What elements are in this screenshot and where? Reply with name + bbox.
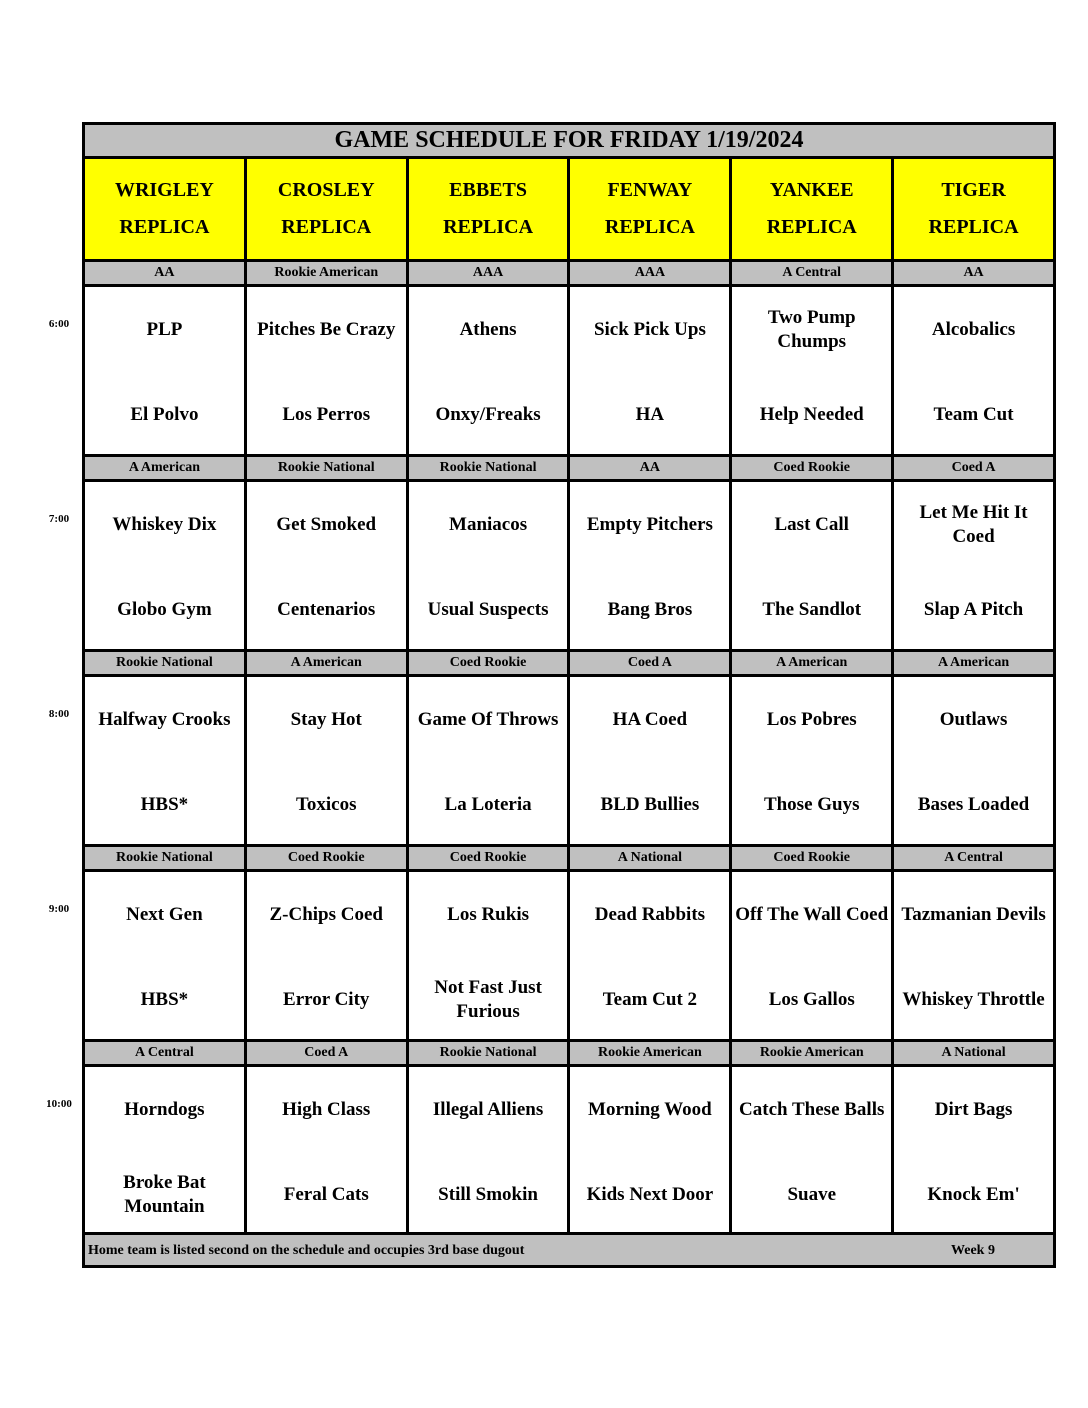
game-row [85, 482, 1053, 650]
away-team: Morning Wood [588, 1099, 712, 1120]
division-label: A American [247, 652, 409, 674]
away-team: Two Pump Chumps [767, 307, 856, 352]
home-team: La Loteria [444, 794, 532, 815]
field-name: FENWAY [607, 179, 693, 201]
home-team: Los Perros [282, 404, 371, 425]
footer-note: Home team is listed second on the schedule and occupies 3rd base dugout [88, 1243, 525, 1258]
game-cell [732, 482, 894, 650]
game-cell [247, 287, 409, 455]
away-team: Stay Hot [290, 709, 362, 730]
away-team: Let Me Hit It Coed [919, 502, 1028, 547]
division-label: A American [85, 457, 247, 479]
time-label: 8:00 [48, 708, 70, 720]
away-team: Maniacos [449, 514, 528, 535]
game-row [85, 677, 1053, 845]
game-cell [732, 287, 894, 455]
division-label: AA [570, 457, 732, 479]
division-label: Rookie American [247, 262, 409, 284]
away-team: Empty Pitchers [586, 514, 713, 535]
game-cell [85, 677, 247, 845]
home-team: The Sandlot [762, 599, 862, 620]
away-team: Catch These Balls [739, 1099, 885, 1120]
game-cell [570, 287, 732, 455]
schedule-table [82, 122, 1056, 1268]
time-label: 10:00 [46, 1098, 72, 1110]
time-label: 6:00 [48, 318, 70, 330]
away-team: Illegal Alliens [432, 1099, 544, 1120]
game-cell [894, 1067, 1053, 1235]
home-team: Centenarios [277, 599, 376, 620]
time-label: 7:00 [48, 513, 70, 525]
away-team: Off The Wall Coed [735, 904, 889, 925]
away-team: Halfway Crooks [98, 709, 231, 730]
away-team: Tazmanian Devils [901, 904, 1046, 925]
game-cell [409, 482, 571, 650]
away-team: Next Gen [126, 904, 203, 925]
home-team: Knock Em' [927, 1184, 1020, 1205]
home-team: Whiskey Throttle [902, 989, 1045, 1010]
field-header [247, 159, 409, 259]
division-row [85, 844, 1053, 872]
game-cell [85, 482, 247, 650]
home-team: BLD Bullies [600, 794, 700, 815]
away-team: Pitches Be Crazy [257, 319, 396, 340]
division-label: AA [85, 262, 247, 284]
field-header [894, 159, 1053, 259]
home-team: Onxy/Freaks [435, 404, 541, 425]
game-cell [732, 872, 894, 1040]
game-cell [247, 1067, 409, 1235]
home-team: Broke Bat Mountain [123, 1172, 206, 1217]
game-cell [732, 1067, 894, 1235]
away-team: Get Smoked [276, 514, 377, 535]
home-team: Bang Bros [607, 599, 693, 620]
division-label: A American [732, 652, 894, 674]
division-label: Rookie National [85, 847, 247, 869]
home-team: Error City [283, 989, 370, 1010]
division-row [85, 259, 1053, 287]
home-team: HBS* [140, 989, 189, 1010]
away-team: Last Call [774, 514, 849, 535]
division-label: Rookie National [247, 457, 409, 479]
home-team: Suave [787, 1184, 837, 1205]
field-header [732, 159, 894, 259]
away-team: Sick Pick Ups [593, 319, 706, 340]
footer-bar [85, 1232, 1053, 1265]
home-team: Team Cut 2 [602, 989, 698, 1010]
division-label: A Central [732, 262, 894, 284]
field-subtitle: REPLICA [119, 216, 210, 238]
away-team: Game Of Throws [417, 709, 559, 730]
away-team: HA Coed [612, 709, 688, 730]
division-label: Rookie American [732, 1042, 894, 1064]
time-slot-band [85, 259, 1053, 455]
division-label: A National [894, 1042, 1053, 1064]
game-cell [732, 677, 894, 845]
division-label: Coed A [894, 457, 1053, 479]
away-team: Los Pobres [766, 709, 857, 730]
away-team: Dirt Bags [934, 1099, 1013, 1120]
time-slot-band [85, 844, 1053, 1040]
division-label: Coed A [247, 1042, 409, 1064]
game-cell [85, 287, 247, 455]
division-label: Coed Rookie [732, 457, 894, 479]
time-slot-band [85, 1039, 1053, 1235]
home-team: Help Needed [759, 404, 864, 425]
field-name: EBBETS [449, 179, 527, 201]
time-slot-band [85, 454, 1053, 650]
field-name: YANKEE [769, 179, 854, 201]
game-cell [894, 872, 1053, 1040]
away-team: Z-Chips Coed [269, 904, 383, 925]
home-team: Slap A Pitch [923, 599, 1024, 620]
division-label: A American [894, 652, 1053, 674]
field-subtitle: REPLICA [928, 216, 1019, 238]
away-team: Los Rukis [447, 904, 529, 925]
game-cell [570, 677, 732, 845]
division-label: Rookie National [409, 1042, 571, 1064]
game-cell [85, 872, 247, 1040]
field-name: CROSLEY [277, 179, 375, 201]
field-name: WRIGLEY [114, 179, 214, 201]
division-label: AAA [409, 262, 571, 284]
game-cell [247, 872, 409, 1040]
field-subtitle: REPLICA [766, 216, 857, 238]
game-cell [85, 1067, 247, 1235]
away-team: PLP [146, 319, 183, 340]
field-header [409, 159, 571, 259]
schedule-title: GAME SCHEDULE FOR FRIDAY 1/19/2024 [85, 125, 1053, 159]
division-label: A Central [85, 1042, 247, 1064]
away-team: Dead Rabbits [594, 904, 706, 925]
division-row [85, 1039, 1053, 1067]
game-cell [894, 482, 1053, 650]
division-label: Rookie National [409, 457, 571, 479]
home-team: Globo Gym [117, 599, 212, 620]
away-team: Whiskey Dix [112, 514, 217, 535]
home-team: Feral Cats [283, 1184, 369, 1205]
game-cell [409, 287, 571, 455]
division-label: Coed Rookie [732, 847, 894, 869]
away-team: Athens [459, 319, 517, 340]
field-header [570, 159, 732, 259]
game-row [85, 287, 1053, 455]
division-label: AAA [570, 262, 732, 284]
game-cell [409, 872, 571, 1040]
game-cell [570, 482, 732, 650]
home-team: Team Cut [933, 404, 1014, 425]
game-row [85, 1067, 1053, 1235]
division-label: A Central [894, 847, 1053, 869]
home-team: Bases Loaded [917, 794, 1030, 815]
time-label: 9:00 [48, 903, 70, 915]
game-cell [409, 1067, 571, 1235]
home-team: HBS* [140, 794, 189, 815]
division-label: Rookie National [85, 652, 247, 674]
home-team: Usual Suspects [427, 599, 549, 620]
game-cell [409, 677, 571, 845]
field-subtitle: REPLICA [443, 216, 534, 238]
home-team: El Polvo [130, 404, 199, 425]
field-header [85, 159, 247, 259]
home-team: HA [635, 404, 665, 425]
home-team: Still Smokin [438, 1184, 538, 1205]
away-team: Alcobalics [931, 319, 1016, 340]
division-label: A National [570, 847, 732, 869]
away-team: Horndogs [124, 1099, 205, 1120]
game-cell [570, 872, 732, 1040]
division-label: AA [894, 262, 1053, 284]
division-row [85, 649, 1053, 677]
game-cell [894, 287, 1053, 455]
field-header-row [85, 159, 1053, 259]
home-team: Those Guys [763, 794, 860, 815]
field-name: TIGER [941, 179, 1006, 201]
time-slot-band [85, 649, 1053, 845]
division-label: Coed Rookie [409, 847, 571, 869]
home-team: Toxicos [295, 794, 357, 815]
home-team: Not Fast Just Furious [434, 977, 542, 1022]
division-label: Coed Rookie [247, 847, 409, 869]
field-subtitle: REPLICA [604, 216, 695, 238]
game-row [85, 872, 1053, 1040]
division-label: Rookie American [570, 1042, 732, 1064]
home-team: Kids Next Door [586, 1184, 714, 1205]
division-label: Coed Rookie [409, 652, 571, 674]
game-cell [247, 677, 409, 845]
game-cell [247, 482, 409, 650]
game-cell [570, 1067, 732, 1235]
week-label: Week 9 [951, 1243, 995, 1258]
home-team: Los Gallos [768, 989, 855, 1010]
away-team: Outlaws [939, 709, 1008, 730]
game-cell [894, 677, 1053, 845]
division-row [85, 454, 1053, 482]
field-subtitle: REPLICA [281, 216, 372, 238]
away-team: High Class [282, 1099, 371, 1120]
division-label: Coed A [570, 652, 732, 674]
